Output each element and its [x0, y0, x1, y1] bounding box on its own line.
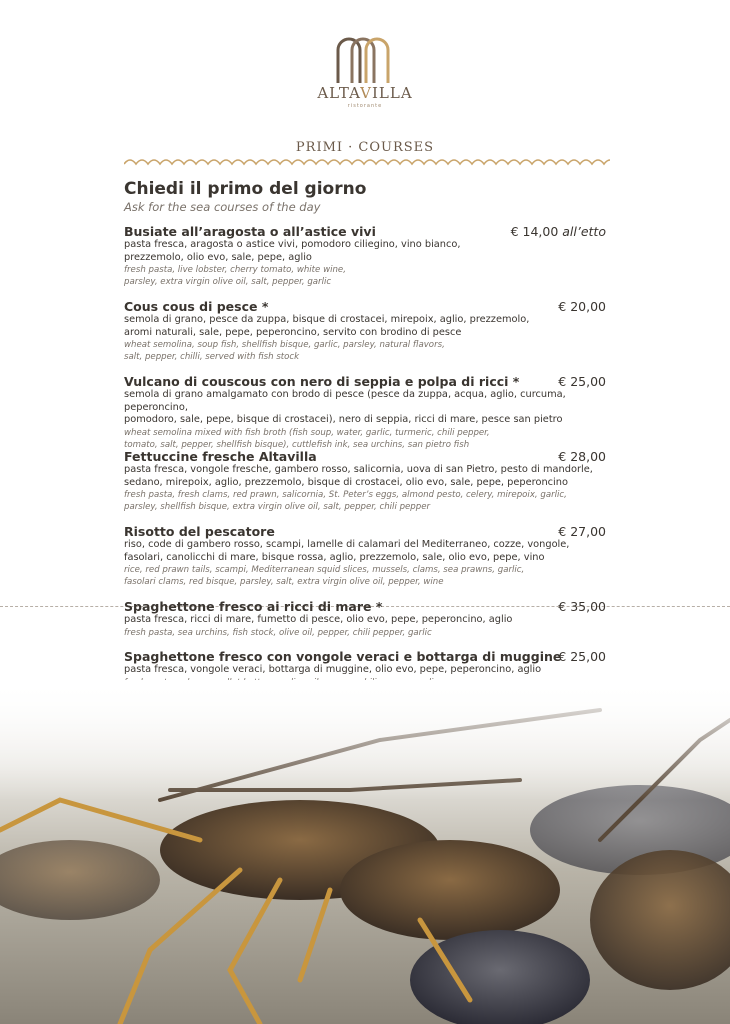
- item-price: € 25,00: [558, 649, 606, 664]
- item-desc-en: wheat semolina, soup fish, shellfish bisque, garlic, parsley, natural flavors, salt, pepper, chilli, served with fish stock: [124, 340, 445, 363]
- item-name: Busiate all’aragosta o all’astice vivi: [124, 224, 376, 239]
- item-desc-en: fresh pasta, fresh clams, red prawn, salicornia, St. Peter’s eggs, almond pesto, celery, mirepoix, garlic, parsley, shellfish bisque, extra virgin olive oil, salt, pepper, chili pepper: [124, 490, 567, 513]
- item-desc-en: fresh pasta, live lobster, cherry tomato, white wine, parsley, extra virgin olive oil, salt, pepper, garlic: [124, 265, 346, 288]
- item-name: Vulcano di couscous con nero di seppia e polpa di ricci *: [124, 374, 520, 389]
- logo: [0, 36, 730, 109]
- item-desc-it: pasta fresca, ricci di mare, fumetto di pesce, olio evo, pepe, peperoncino, aglio: [124, 614, 513, 625]
- wave-divider: [124, 158, 610, 168]
- item-desc-en: rice, red prawn tails, scampi, Mediterranean squid slices, mussels, clams, sea prawns, garlic, fasolari clams, red bisque, parsley, salt, extra virgin olive oil, pepper, wine: [124, 565, 525, 588]
- item-desc-it: pasta fresca, vongole veraci, bottarga di muggine, olio evo, pepe, peperoncino, aglio: [124, 664, 542, 675]
- item-price: € 35,00: [558, 599, 606, 614]
- section-title: PRIMI · COURSES: [295, 140, 435, 155]
- item-price: € 14,00 all’etto: [510, 224, 606, 239]
- item-desc-it: semola di grano, pesce da zuppa, bisque di crostacei, mirepoix, aglio, prezzemolo, aromi naturali, sale, pepe, peperoncino, servito con brodino di pesce: [124, 314, 530, 338]
- item-name: Risotto del pescatore: [124, 524, 275, 539]
- item-price: € 27,00: [558, 524, 606, 539]
- menu-item: [124, 524, 614, 589]
- menu-item: [124, 449, 614, 514]
- menu-item: [124, 599, 614, 639]
- item-price: € 25,00: [558, 374, 606, 389]
- brand-tagline: ristorante: [347, 103, 383, 109]
- item-name: Spaghettone fresco con vongole veraci e bottarga di muggine: [124, 649, 562, 664]
- menu-item: [124, 374, 614, 451]
- item-desc-it: pasta fresca, vongole fresche, gambero rosso, salicornia, uova di san Pietro, pesto di mandorle, sedano, mirepoix, aglio, prezzemolo, bisque di crostacei, olio evo, sale, pepe, peperoncino: [124, 464, 593, 488]
- lobster-photo: [0, 680, 730, 1024]
- item-desc-en: fresh pasta, sea urchins, fish stock, olive oil, pepper, chili pepper, garlic: [124, 627, 432, 638]
- item-desc-it: riso, code di gambero rosso, scampi, lamelle di calamari del Mediterraneo, cozze, vongole, fasolari, canolicchi di mare, bisque rossa, aglio, prezzemolo, sale, olio evo, pepe, vino: [124, 539, 570, 563]
- brand-name: ALTAVILLA: [317, 84, 413, 102]
- item-name: Spaghettone fresco ai ricci di mare *: [124, 599, 383, 614]
- item-desc-it: pasta fresca, aragosta o astice vivi, pomodoro ciliegino, vino bianco, prezzemolo, olio evo, sale, pepe, aglio: [124, 239, 461, 263]
- arch-logo-icon: [335, 36, 395, 84]
- menu-item: [124, 299, 614, 364]
- item-name: Fettuccine fresche Altavilla: [124, 449, 317, 464]
- intro-title: Chiedi il primo del giorno: [124, 179, 367, 199]
- menu-item: [124, 224, 614, 289]
- item-name: Cous cous di pesce *: [124, 299, 269, 314]
- item-desc-it: semola di grano amalgamato con brodo di pesce (pesce da zuppa, acqua, aglio, curcuma, peperoncino, pomodoro, sale, pepe, bisque di crostacei), nero di seppia, ricci di mare, pesce san pietro: [124, 389, 566, 425]
- item-price: € 28,00: [558, 449, 606, 464]
- item-price: € 20,00: [558, 299, 606, 314]
- item-desc-en: wheat semolina mixed with fish broth (fish soup, water, garlic, turmeric, chili pepper, tomato, salt, pepper, shellfish bisque), cuttlefish ink, sea urchins, san pietro fish: [124, 427, 490, 450]
- intro-subtitle: Ask for the sea courses of the day: [124, 200, 321, 214]
